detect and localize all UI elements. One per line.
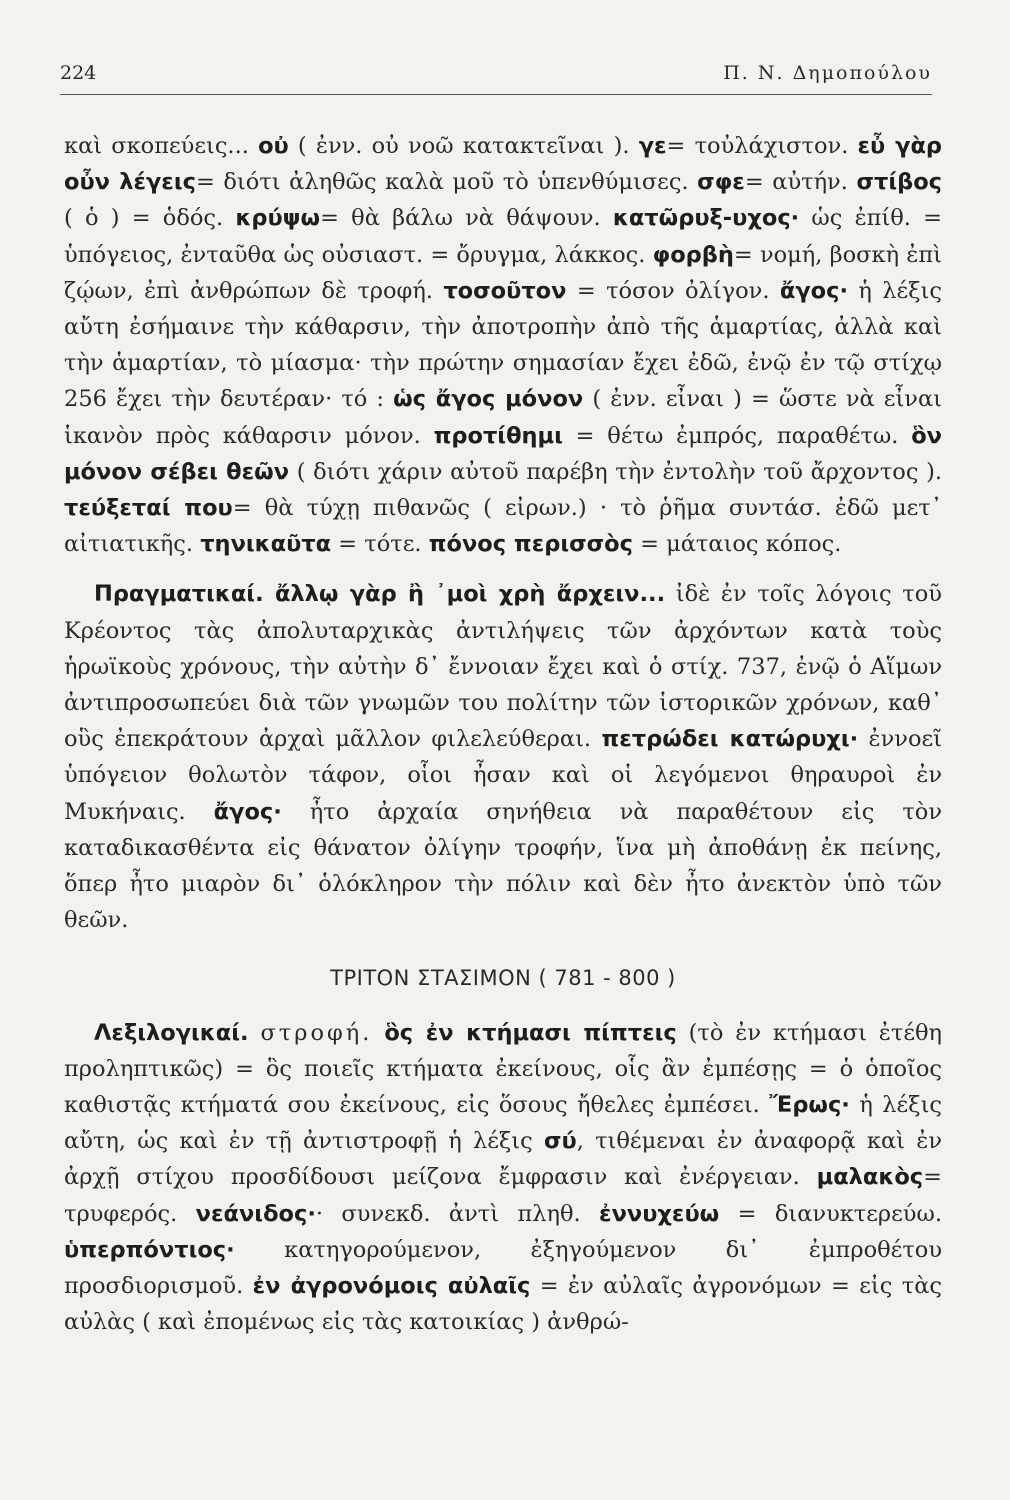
lemma: φορβὴ [652, 241, 734, 268]
lemma: Ἔρως· [769, 1092, 850, 1119]
text-run: = διανυκτερεύω. [719, 1200, 942, 1227]
text-run: ἦτο ἀρχαία σηνήθεια νὰ παραθέτουν εἰς τὸν καταδικασθέντα εἰς θάνατον ὀλίγην τροφήν, ἵνα μὴ ἀποθάνῃ ἐκ πείνης, ὅπερ ἦτο μιαρὸν δι᾽ ὁλόκληρον τὴν πόλιν καὶ δὲν ἦτο ἀνεκτὸν ὑπὸ τῶν θεῶν. [64, 798, 943, 934]
section-lead: Λεξιλογικαί. [94, 1019, 249, 1046]
text-run: = τρυφερός. [64, 1164, 942, 1227]
section-lead: Πραγματικαί. ἄλλῳ γὰρ ἢ ᾽μοὶ χρὴ ἄρχειν... [94, 581, 666, 608]
text-run: = θὰ βάλω νὰ θάψουν. [320, 205, 613, 232]
lemma: ἄγος· [213, 798, 282, 825]
lemma: πετρώδει κατώρυχι· [601, 726, 859, 753]
text-run: ἰδὲ ἐν τοῖς λόγοις τοῦ Κρέοντος τὰς ἀπολυταρχικὰς ἀντιλήψεις τῶν ἀρχόντων κατὰ τοὺς ἡρωϊκοὺς χρόνους, τὴν αὐτὴν δ᾽ ἔννοιαν ἔχει καὶ ὁ στίχ. 737, ἐνῷ ὁ Αἵμων ἀντιπροσωπεύει διὰ τῶν γνωμῶν του πολίτην τῶν ἱστορικῶν χρόνων, καθ᾽ οὓς ἐπεκράτουν ἀρχαὶ μᾶλλον φιλελεύθεραι. [64, 581, 942, 753]
text-run: = νομή, βοσκὴ ἐπὶ ζῴων, ἐπὶ ἀνθρώπων δὲ τροφή. [64, 241, 942, 304]
section-heading: ΤΡΙΤΟΝ ΣΤΑΣΙΜΟΝ ( 781 - 800 ) [330, 966, 676, 991]
spaced-term: στροφή. [260, 1019, 373, 1046]
paragraph-lexilogikai [64, 1015, 942, 1341]
text-run: ὡς ἐπίθ. = ὑπόγειος, ἐνταῦθα ὡς οὐσιαστ. = ὄρυγμα, λάκκος. [64, 205, 943, 268]
paragraph-pragmatikai [64, 576, 942, 938]
text-run: ἐννοεῖ ὑπόγειον θολωτὸν τάφον, οἷοι ἦσαν καὶ οἱ λεγόμενοι θηραυροὶ ἐν Μυκήναις. [64, 726, 942, 825]
lemma: ὃν μόνον σέβει θεῶν [64, 422, 942, 485]
text-run: (τὸ ἐν κτήμασι ἐτέθη προληπτικῶς) = ὃς ποιεῖς κτήματα ἐκείνους, οἷς ἂν ἐμπέσῃς = ὁ ὁποῖος καθιστᾷς κτήματά σου ἐκείνους, εἰς ὅσους ἤθελες ἐμπέσει. [64, 1019, 943, 1119]
text-run: ἡ λέξις αὔτη ἐσήμαινε τὴν κάθαρσιν, τὴν ἀποτροπὴν ἀπὸ τῆς ἁμαρτίας, ἀλλὰ καὶ τὴν ἁμαρτίαν, τὸ μίασμα· τὴν πρώτην σημασίαν ἔχει ἐδῶ, ἐνῷ ἐν τῷ στίχῳ 256 ἔχει τὴν δευτέραν· τό : [64, 277, 942, 413]
text-run: = διότι ἀληθῶς καλὰ μοῦ τὸ ὑπενθύμισες. [195, 169, 698, 196]
text-run: ( ὁ ) = ὁδός. [64, 205, 236, 232]
lemma: ἐν ἀγρονόμοις αὐλαῖς [252, 1273, 531, 1300]
lemma: ἐννυχεύω [599, 1200, 720, 1227]
lemma: ὃς ἐν κτήμασι πίπτεις [384, 1019, 677, 1046]
lemma: νεάνιδος· [195, 1200, 316, 1227]
body-text [64, 128, 942, 1341]
lemma: προτίθημι [433, 422, 563, 449]
lemma: κατῶρυξ-υχος· [612, 205, 800, 232]
lemma: μαλακὸς [816, 1164, 924, 1191]
text-run: = θέτω ἐμπρός, παραθέτω. [562, 422, 912, 449]
lemma: σφε [697, 169, 745, 196]
text-run: ἡ λέξις αὔτη, ὡς καὶ ἐν τῇ ἀντιστροφῇ ἡ λέξις [64, 1092, 942, 1155]
lemma: τεύξεταί που [64, 495, 233, 522]
text-run: = τόσον ὀλίγον. [566, 277, 780, 304]
text-run: ( διότι χάριν αὐτοῦ παρέβη τὴν ἐντολὴν τοῦ ἄρχοντος ). [289, 458, 942, 485]
text-run: = θὰ τύχῃ πιθανῶς ( εἰρων.) · τὸ ῥῆμα συντάσ. ἐδῶ μετ᾽ αἰτιατικῆς. [64, 495, 942, 558]
lemma: ὑπερπόντιος· [64, 1236, 235, 1263]
text-run: ( ἐνν. οὐ νοῶ κατακτεῖναι ). [288, 133, 639, 159]
lemma: ἄγος· [779, 277, 849, 304]
running-head: Π. Ν. Δημοπούλου [723, 62, 932, 84]
text-run: , τιθέμεναι ἐν ἀναφορᾷ καὶ ἐν ἀρχῇ στίχου προσδίδουσι μείζονα ἔμφρασιν καὶ ἐνέργειαν. [64, 1128, 942, 1191]
page-header [60, 58, 932, 95]
paragraph-glossary-1 [64, 128, 942, 562]
text-run: ( ἐνν. εἶναι ) = ὥστε νὰ εἶναι ἱκανὸν πρὸς κάθαρσιν μόνον. [64, 386, 942, 449]
text-run: = τότε. [331, 531, 429, 558]
text-run: καὶ σκοπεύεις... [64, 133, 259, 159]
text-run: = αὐτήν. [744, 169, 857, 196]
lemma: κρύψω [235, 205, 321, 232]
lemma: πόνος περισσὸς [428, 531, 633, 558]
text-run: = μάταιος κόπος. [632, 531, 842, 558]
page-number: 224 [60, 62, 97, 84]
lemma: εὖ γὰρ οὖν λέγεις [64, 133, 943, 196]
text-run [372, 1020, 384, 1046]
text-run: · συνεκδ. ἀντὶ πληθ. [315, 1200, 600, 1227]
lemma: στίβος [856, 169, 943, 196]
lemma: τηνικαῦτα [200, 531, 332, 558]
text-run: = ἐν αὐλαῖς ἀγρονόμων = εἰς τὰς αὐλὰς ( καὶ ἐπομένως εἰς τὰς κατοικίας ) ἀνθρώ- [64, 1273, 942, 1336]
text-run: = τοὐλάχιστον. [666, 133, 858, 159]
lemma: τοσοῦτον [443, 277, 567, 304]
lemma: οὐ [258, 133, 289, 159]
lemma: γε [638, 133, 667, 159]
lemma: ὡς ἄγος μόνον [393, 386, 584, 413]
lemma: σύ [543, 1128, 577, 1155]
text-run: κατηγορούμενον, ἐξηγούμενον δι᾽ ἐμπροθέτου προσδιορισμοῦ. [64, 1236, 942, 1300]
text-run [249, 1020, 261, 1046]
